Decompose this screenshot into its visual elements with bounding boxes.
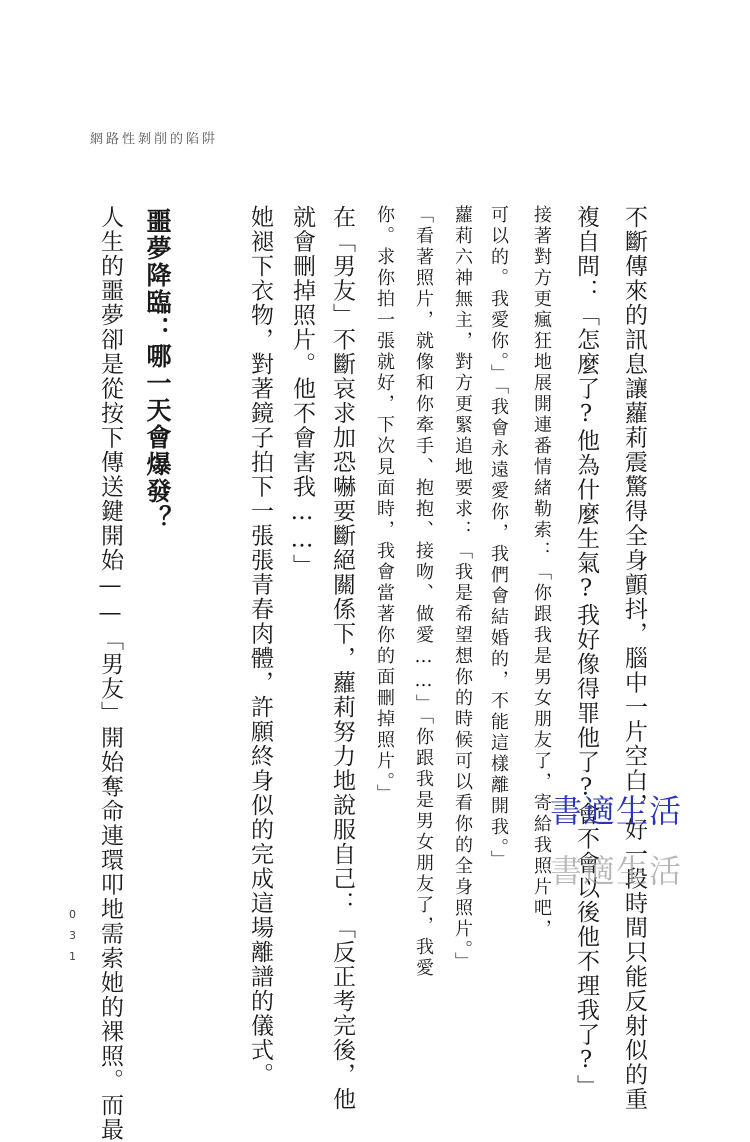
body-column-9: 就會刪掉照片。他不會害我……」 <box>289 205 315 579</box>
page-number: 031 <box>66 908 79 971</box>
section-heading: 噩夢降臨：哪一天會爆發？ <box>143 208 172 532</box>
body-column-1: 不斷傳來的訊息讓蘿莉震驚得全身顫抖，腦中一片空白，好一段時間只能反射似的重 <box>621 205 647 1112</box>
body-column-5: 蘿莉六神無主，對方更緊追地要求：「我是希望想你的時候可以看你的全身照片。」 <box>452 205 473 973</box>
body-column-4: 可以的。我愛你。」「我會永遠愛你，我們會結婚的，不能這樣離開我。」 <box>488 205 509 871</box>
body-column-3: 接著對方更瘋狂地展開連番情緒勒索：「你跟我是男女朋友了，寄給我照片吧， <box>531 205 552 940</box>
body-column-2: 複自問：「怎麼了?他為什麼生氣?我好像得罪他了?會不會以後他不理我了?」 <box>573 205 599 1099</box>
body-column-8: 在「男友」不斷哀求加恐嚇要斷絕關係下，蘿莉努力地說服自己：「反正考完後，他 <box>329 205 355 1112</box>
body-column-10: 她褪下衣物，對著鏡子拍下一張張青春肉體，許願終身似的完成這場離譜的儀式。 <box>247 205 273 1087</box>
watermark-logo: 書適生活 <box>550 792 683 830</box>
body-column-11: 人生的噩夢卻是從按下傳送鍵開始——「男友」開始奪命連環叩地需索她的裸照。而最 <box>97 205 123 1142</box>
body-column-7: 你。求你拍一張就好，下次見面時，我會當著你的面刪掉照片。」 <box>374 205 395 805</box>
watermark-logo-shadow: 書適生活 <box>550 852 683 890</box>
body-column-6: 「看著照片，就像和你牽手、抱抱、接吻、做愛……」「你跟我是男女朋友了，我愛 <box>413 205 434 979</box>
running-header: 網路性剝削的陷阱 <box>90 132 219 147</box>
